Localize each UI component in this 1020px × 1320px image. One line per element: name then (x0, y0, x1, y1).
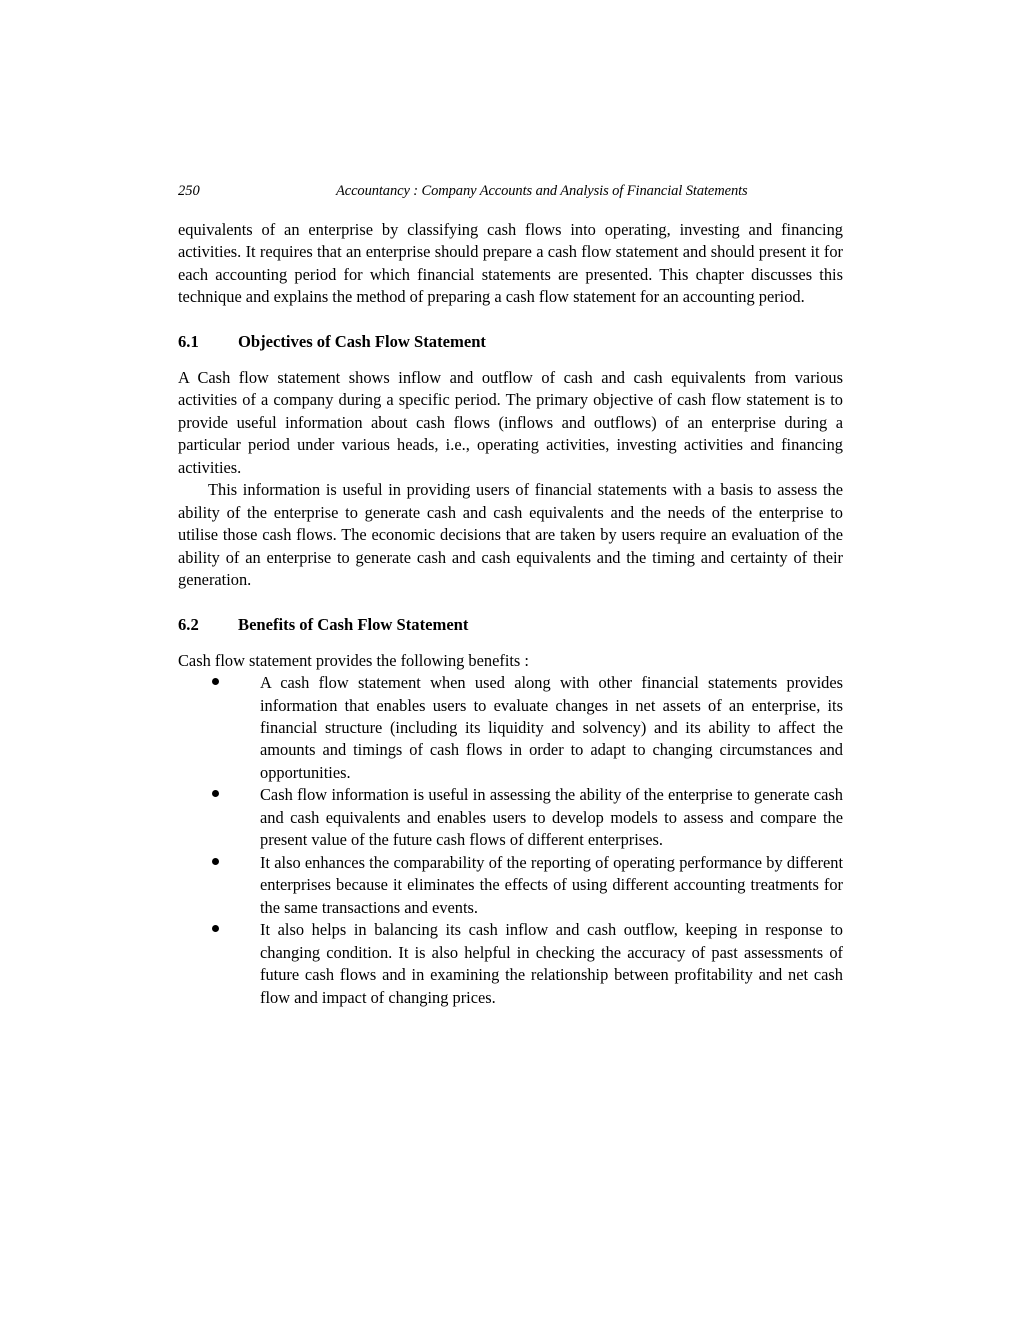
page-number: 250 (178, 183, 200, 199)
section-number: 6.1 (178, 331, 199, 351)
list-item (178, 852, 843, 919)
list-item (178, 672, 843, 784)
section-6-1-paragraph-1: A Cash flow statement shows inflow and outflow of cash and cash equivalents from various activities of a company during a specific period. The primary objective of cash flow statement is to provide useful information about cash flows (inflows and outflows) of an enterprise during a particular period under various heads, i.e., operating activities, investing activities and financing activities. (178, 367, 843, 477)
bullet-dot-icon (212, 678, 219, 685)
list-item-text: It also enhances the comparability of the reporting of operating performance by different enterprises because it eliminates the effects of using different accounting treatments for the same transactions and events. (260, 852, 843, 917)
page-header (178, 183, 843, 200)
section-heading-6-1 (178, 332, 843, 352)
page-content (178, 183, 843, 1009)
list-item (178, 919, 843, 1009)
bullet-dot-icon (212, 858, 219, 865)
list-item-text: Cash flow information is useful in assessing the ability of the enterprise to generate cash and cash equivalents and enables users to develop models to assess and compare the present value of the future cash flows of different enterprises. (260, 785, 843, 850)
list-item-text: A cash flow statement when used along with other financial statements provides information that enables users to evaluate changes in net assets of an enterprise, its financial structure (including its liquidity and solvency) and its ability to affect the amounts and timings of cash flows in order to adapt to changing circumstances and opportunities. (260, 673, 843, 782)
bullet-dot-icon (212, 790, 219, 797)
bullet-dot-icon (212, 925, 219, 932)
section-6-1-paragraph-2: This information is useful in providing users of financial statements with a basis to assess the ability of the enterprise to generate cash and cash equivalents and the needs of the enterprise to utilise those cash flows. The economic decisions that are taken by users require an evaluation of the ability of an enterprise to generate cash and cash equivalents and the timing and certainty of their generation. (178, 480, 843, 590)
intro-paragraph: equivalents of an enterprise by classifying cash flows into operating, investing and financing activities. It requires that an enterprise should prepare a cash flow statement and should present it for each accounting period for which financial statements are presented. This chapter discusses this technique and explains the method of preparing a cash flow statement for an accounting period. (178, 220, 843, 307)
section-number: 6.2 (178, 614, 199, 634)
list-item (178, 784, 843, 851)
section-title: Benefits of Cash Flow Statement (238, 614, 469, 634)
running-title: Accountancy : Company Accounts and Analysis of Financial Statements (336, 183, 748, 199)
section-heading-6-2 (178, 615, 843, 635)
section-6-2-lead-in: Cash flow statement provides the following benefits : (178, 650, 529, 670)
list-item-text: It also helps in balancing its cash inflow and cash outflow, keeping in response to changing condition. It is also helpful in checking the accuracy of past assessments of future cash flows and in examining the relationship between profitability and net cash flow and impact of changing prices. (260, 920, 843, 1007)
section-title: Objectives of Cash Flow Statement (238, 331, 486, 351)
benefits-list (178, 672, 843, 1009)
